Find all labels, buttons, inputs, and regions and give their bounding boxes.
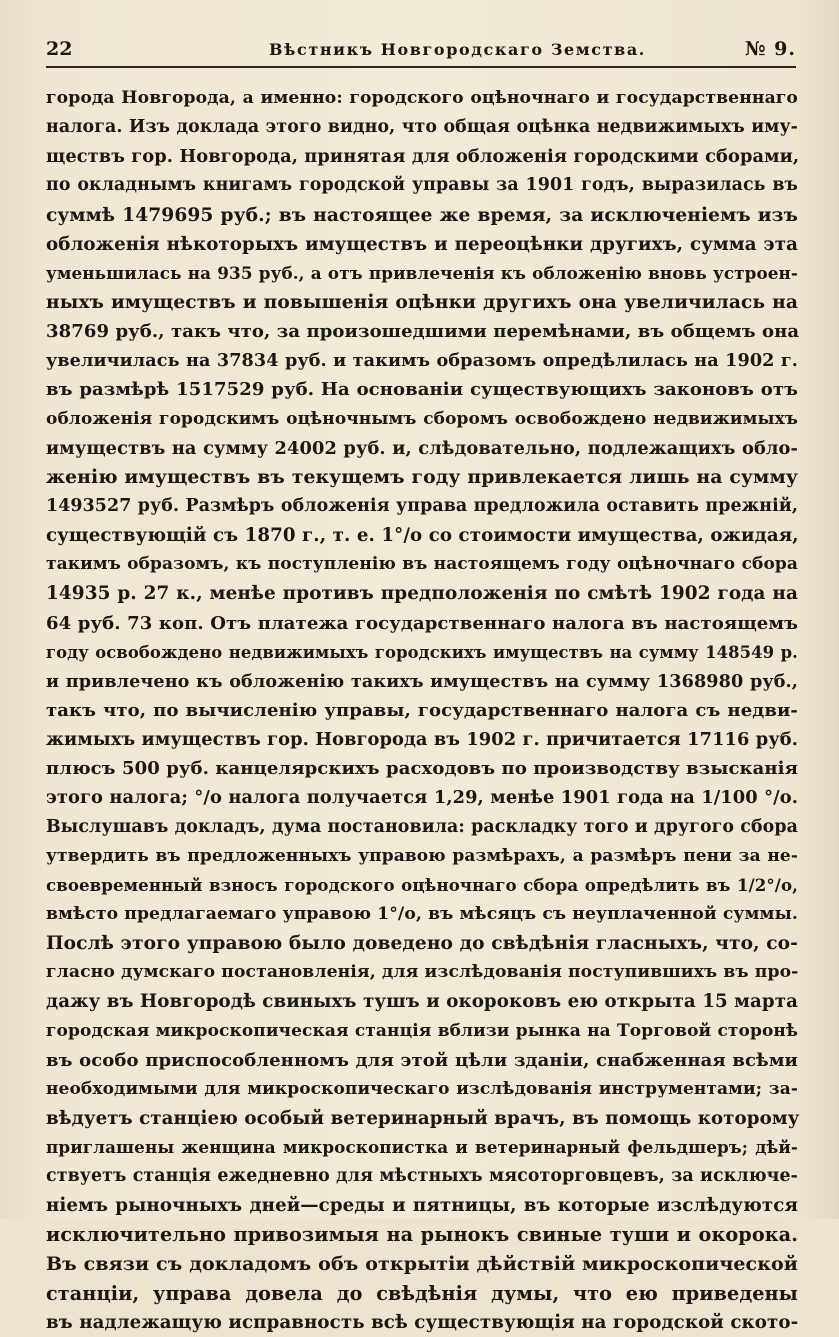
text-line: станціи, управа довела до свѣдѣнія думы, что ею приведены [46, 1281, 798, 1305]
text-line: налога. Изъ доклада этого видно, что общая оцѣнка недвижимыхъ иму- [46, 117, 798, 138]
text-line: ныхъ имуществъ и повышенія оцѣнки другихъ она увеличилась на [46, 291, 798, 313]
text-line: имуществъ на сумму 24002 руб. и, слѣдовательно, подлежащихъ обло- [46, 437, 798, 459]
text-line: такимъ образомъ, къ поступленію въ настоящемъ году оцѣночнаго сбора [46, 554, 798, 575]
text-line: Послѣ этого управою было доведено до свѣдѣнія гласныхъ, что, со- [46, 933, 798, 955]
text-line: такъ что, по вычисленію управы, государственнаго налога съ недви- [46, 699, 798, 721]
text-line: ствуетъ станція ежедневно для мѣстныхъ мясоторговцевъ, за исключе- [46, 1166, 798, 1187]
body-text [46, 84, 798, 1337]
text-line: дажу въ Новгородѣ свиныхъ тушъ и окороковъ ею открыта 15 марта [46, 991, 798, 1013]
text-line: 64 руб. 73 коп. Отъ платежа государственнаго налога въ настоящемъ [46, 612, 798, 634]
page-number: 22 [46, 38, 73, 60]
text-line: въ особо приспособленномъ для этой цѣли зданіи, снабженная всѣми [46, 1049, 798, 1071]
text-line: городская микроскопическая станція вблизи рынка на Торговой сторонѣ [46, 1020, 798, 1041]
text-line: этого налога; °/о налога получается 1,29, менѣе 1901 года на 1/100 °/о. [46, 787, 798, 809]
text-line: ществъ гор. Новгорода, принятая для обложенія городскими сборами, [46, 146, 800, 168]
text-line: увеличилась на 37834 руб. и такимъ образомъ опредѣлилась на 1902 г. [46, 350, 798, 372]
text-line: утвердить въ предложенныхъ управою размѣрахъ, а размѣръ пени за не- [46, 845, 798, 866]
text-line: существующій съ 1870 г., т. е. 1°/о со стоимости имущества, ожидая, [46, 525, 799, 547]
text-line: женію имуществъ въ текущемъ году привлекается лишь на сумму [46, 465, 798, 488]
header-rule [46, 66, 796, 68]
text-line: своевременный взносъ городского оцѣночнаго сбора опредѣлить въ 1/2°/о, [46, 874, 798, 895]
text-line: исключительно привозимыя на рынокъ свиные туши и окорока. [46, 1223, 798, 1247]
text-line: году освобождено недвижимыхъ городскихъ имуществъ на сумму 148549 р. [46, 642, 798, 662]
text-line: Выслушавъ докладъ, дума постановила: раскладку того и другого сбора [46, 816, 798, 837]
text-line: по окладнымъ книгамъ городской управы за 1901 годъ, выразилась въ [46, 175, 798, 196]
text-line: вѣдуетъ станціею особый ветеринарный врачъ, въ помощь которому [46, 1107, 800, 1129]
text-line: и привлечено къ обложенію такихъ имуществъ на сумму 1368980 руб., [46, 670, 798, 692]
text-line: въ размѣрѣ 1517529 руб. На основаніи существующихъ законовъ отъ [46, 379, 798, 401]
text-line: приглашены женщина микроскопистка и ветеринарный фельдшеръ; дѣй- [46, 1137, 798, 1158]
text-line: плюсъ 500 руб. канцелярскихъ расходовъ по производству взысканія [46, 758, 798, 780]
text-line: обложенія городскимъ оцѣночнымъ сборомъ освобождено недвижимыхъ [46, 408, 798, 429]
text-line: жимыхъ имуществъ гор. Новгорода въ 1902 г. причитается 17116 руб. [46, 729, 799, 751]
text-line: необходимыми для микроскопическаго изслѣдованія инструментами; за- [46, 1078, 798, 1099]
text-line: города Новгорода, а именно: городского оцѣночнаго и государственнаго [46, 88, 798, 108]
text-line: суммѣ 1479695 руб.; въ настоящее же время, за исключеніемъ изъ [46, 204, 798, 226]
text-line: 38769 руб., такъ что, за произошедшими перемѣнами, въ общемъ она [46, 321, 800, 343]
text-line: обложенія нѣкоторыхъ имуществъ и переоцѣнки другихъ, сумма эта [46, 233, 798, 255]
text-line: 1493527 руб. Размѣръ обложенія управа предложила оставить прежній, [46, 495, 798, 516]
text-line: Въ связи съ докладомъ объ открытіи дѣйствій микроскопической [46, 1252, 798, 1275]
text-line: 14935 р. 27 к., менѣе противъ предположенія по смѣтѣ 1902 года на [46, 583, 798, 605]
page-header [46, 34, 796, 64]
text-line: вмѣсто предлагаемаго управою 1°/о, въ мѣсяцъ съ неуплаченной суммы. [46, 903, 798, 924]
text-line: гласно думскаго постановленія, для изслѣдованія поступившихъ въ про- [46, 962, 799, 983]
text-line: въ надлежащую исправность всѣ существующія на городской ското- [46, 1311, 799, 1333]
text-line: ніемъ рыночныхъ дней—среды и пятницы, въ которые изслѣдуются [46, 1195, 798, 1217]
running-title: Вѣстникъ Новгородскаго Земства. [269, 40, 646, 59]
text-line: уменьшилась на 935 руб., а отъ привлеченія къ обложенію вновь устроен- [46, 262, 798, 283]
issue-number: № 9. [744, 38, 796, 60]
